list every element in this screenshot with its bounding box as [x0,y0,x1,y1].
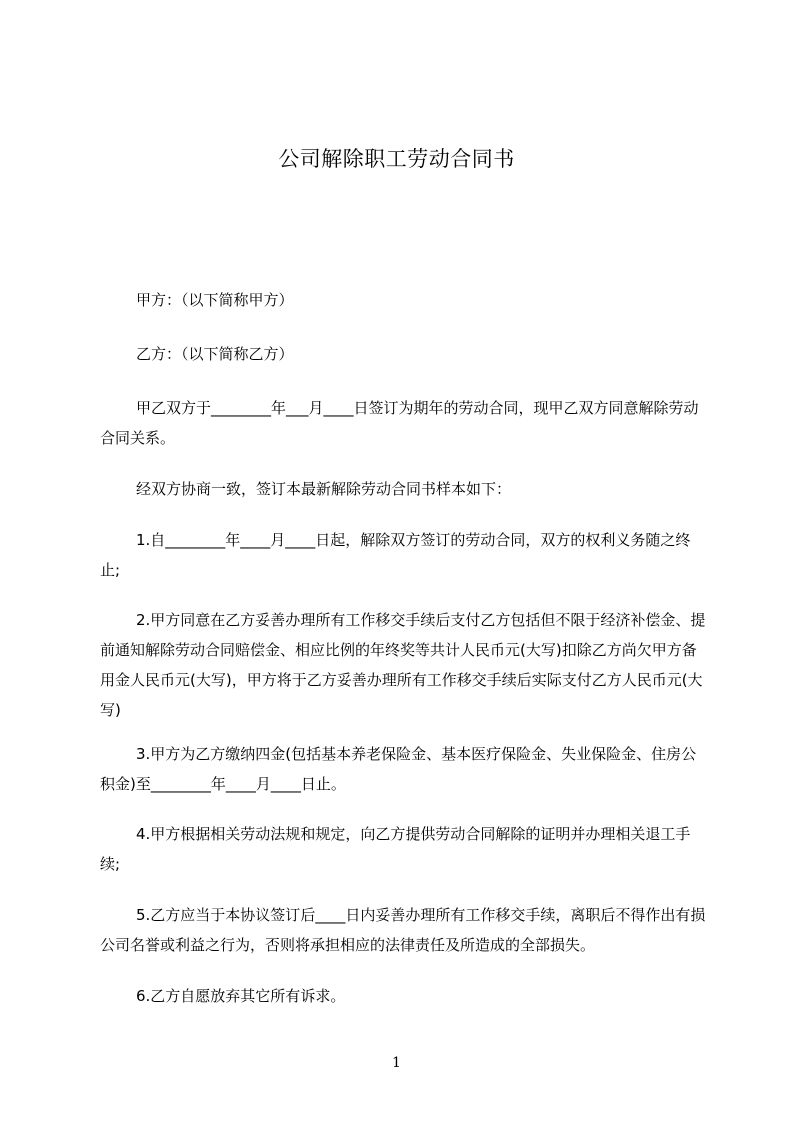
clause-2: 2.甲方同意在乙方妥善办理所有工作移交手续后支付乙方包括但不限于经济补偿金、提前通知解除劳动合同赔偿金、相应比例的年终奖等共计人民币元(大写)扣除乙方尚欠甲方备用金人民币元(大写)，甲方将于乙方妥善办理所有工作移交手续后实际支付乙方人民币元(大写) [100,611,706,719]
clause-1: 1.自________年____月____日起，解除双方签订的劳动合同，双方的权利义务随之终止; [100,531,691,579]
party-b-line: 乙方：（以下简称乙方） [136,345,294,363]
clause-5: 5.乙方应当于本协议签订后____日内妥善办理所有工作移交手续，离职后不得作出有损公司名誉或利益之行为，否则将承担相应的法律责任及所造成的全部损失。 [100,906,706,954]
document-title: 公司解除职工劳动合同书 [278,147,515,171]
intro-paragraph: 甲乙双方于________年___月____日签订为期年的劳动合同，现甲乙双方同意解除劳动合同关系。 [100,399,699,447]
agreement-intro: 经双方协商一致，签订本最新解除劳动合同书样本如下： [136,480,512,498]
clause-3: 3.甲方为乙方缴纳四金(包括基本养老保险金、基本医疗保险金、失业保险金、住房公积金)至________年____月____日止。 [100,745,697,793]
clause-6: 6.乙方自愿放弃其它所有诉求。 [136,987,346,1005]
clause-4: 4.甲方根据相关劳动法规和规定，向乙方提供劳动合同解除的证明并办理相关退工手续; [100,825,691,873]
party-a-line: 甲方：（以下简称甲方） [136,291,294,309]
page-number: 1 [392,1055,401,1071]
